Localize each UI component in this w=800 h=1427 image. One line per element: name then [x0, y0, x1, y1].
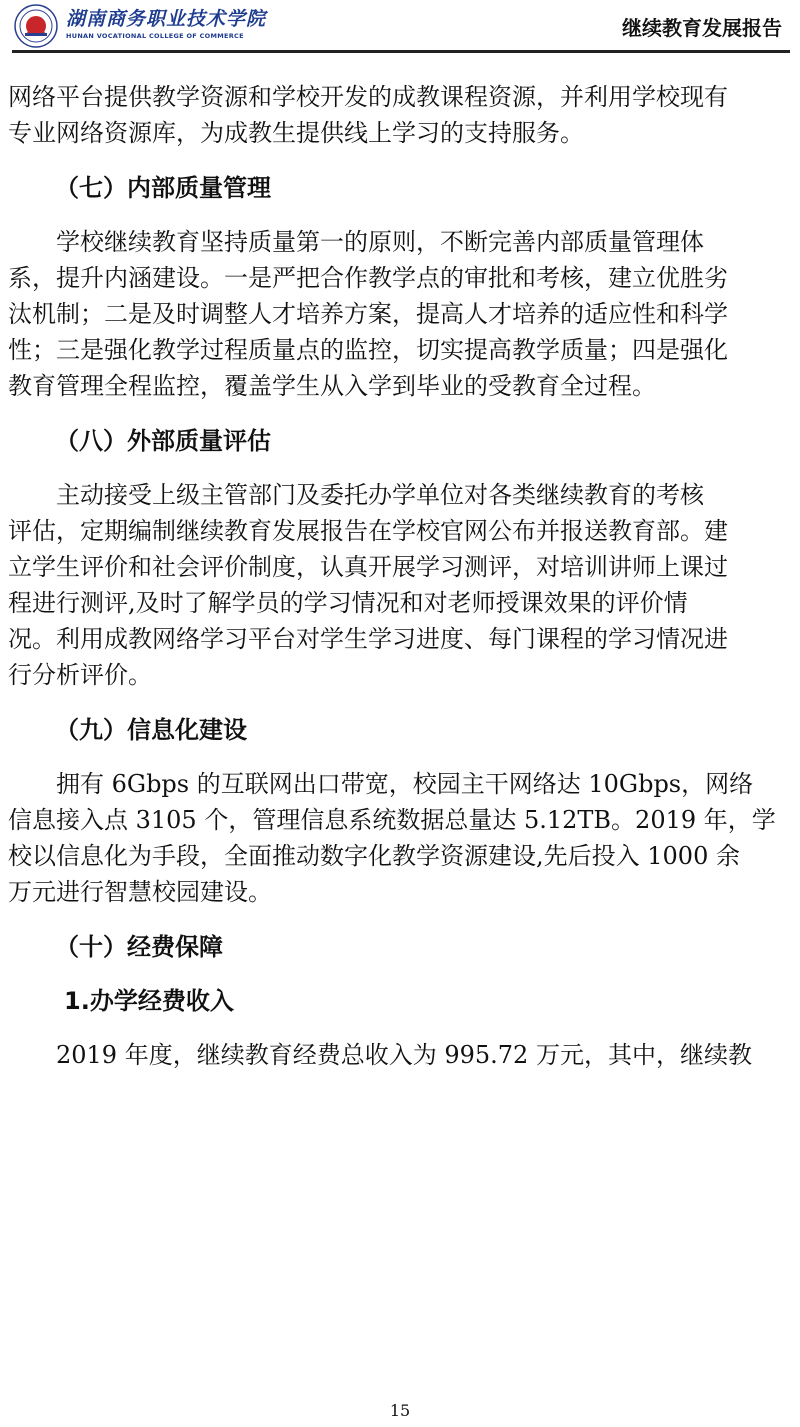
text-line: 立学生评价和社会评价制度，认真开展学习测评，对培训讲师上课过 — [8, 553, 728, 581]
paragraph-income — [8, 1037, 794, 1073]
page-content — [8, 79, 794, 1073]
page-number: 15 — [389, 1401, 411, 1420]
school-seal-icon — [14, 4, 58, 48]
text-line: 拥有 6Gbps 的互联网出口带宽，校园主干网络达 10Gbps，网络 — [8, 770, 754, 798]
page-header — [0, 0, 800, 52]
text-line: 万元进行智慧校园建设。 — [8, 878, 272, 906]
text-line: 汰机制；二是及时调整人才培养方案，提高人才培养的适应性和科学 — [8, 300, 728, 328]
text-line: 系，提升内涵建设。一是严把合作教学点的审批和考核，建立优胜劣 — [8, 264, 728, 292]
text-line: 信息接入点 3105 个，管理信息系统数据总量达 5.12TB。2019 年，学 — [8, 806, 776, 834]
text-line: 况。利用成教网络学习平台对学生学习进度、每门课程的学习情况进 — [8, 625, 728, 653]
text-line: 教育管理全程监控，覆盖学生从入学到毕业的受教育全过程。 — [8, 372, 656, 400]
paragraph-internal-quality — [8, 224, 794, 404]
text-line: 2019 年度，继续教育经费总收入为 995.72 万元，其中，继续教 — [8, 1041, 752, 1069]
text-line: 学校继续教育坚持质量第一的原则，不断完善内部质量管理体 — [8, 228, 704, 256]
text-line: 程进行测评,及时了解学员的学习情况和对老师授课效果的评价情 — [8, 589, 688, 617]
section-heading-informatization: （九）信息化建设 — [55, 716, 247, 744]
text-line: 网络平台提供教学资源和学校开发的成教课程资源，并利用学校现有 — [8, 83, 728, 111]
text-line: 评估，定期编制继续教育发展报告在学校官网公布并报送教育部。建 — [8, 517, 728, 545]
section-heading-internal-quality: （七）内部质量管理 — [55, 174, 271, 202]
text-line: 校以信息化为手段，全面推动数字化教学资源建设,先后投入 1000 余 — [8, 842, 740, 870]
section-heading-external-evaluation: （八）外部质量评估 — [55, 427, 271, 455]
paragraph-online-resources — [8, 79, 794, 151]
section-heading-funding: （十）经费保障 — [55, 933, 223, 961]
paragraph-external-evaluation — [8, 477, 794, 693]
report-title: 继续教育发展报告 — [622, 16, 782, 40]
text-line: 行分析评价。 — [8, 661, 152, 689]
text-line: 性；三是强化教学过程质量点的监控，切实提高教学质量；四是强化 — [8, 336, 728, 364]
paragraph-informatization — [8, 766, 794, 910]
header-divider — [12, 50, 790, 53]
text-line: 主动接受上级主管部门及委托办学单位对各类继续教育的考核 — [8, 481, 704, 509]
school-logo — [66, 8, 266, 40]
subsection-heading-income: 1.办学经费收入 — [64, 987, 234, 1015]
school-name-cn: 湖南商务职业技术学院 — [66, 8, 267, 30]
school-name-en: HUNAN VOCATIONAL COLLEGE OF COMMERCE — [66, 32, 244, 40]
text-line: 专业网络资源库，为成教生提供线上学习的支持服务。 — [8, 119, 584, 147]
